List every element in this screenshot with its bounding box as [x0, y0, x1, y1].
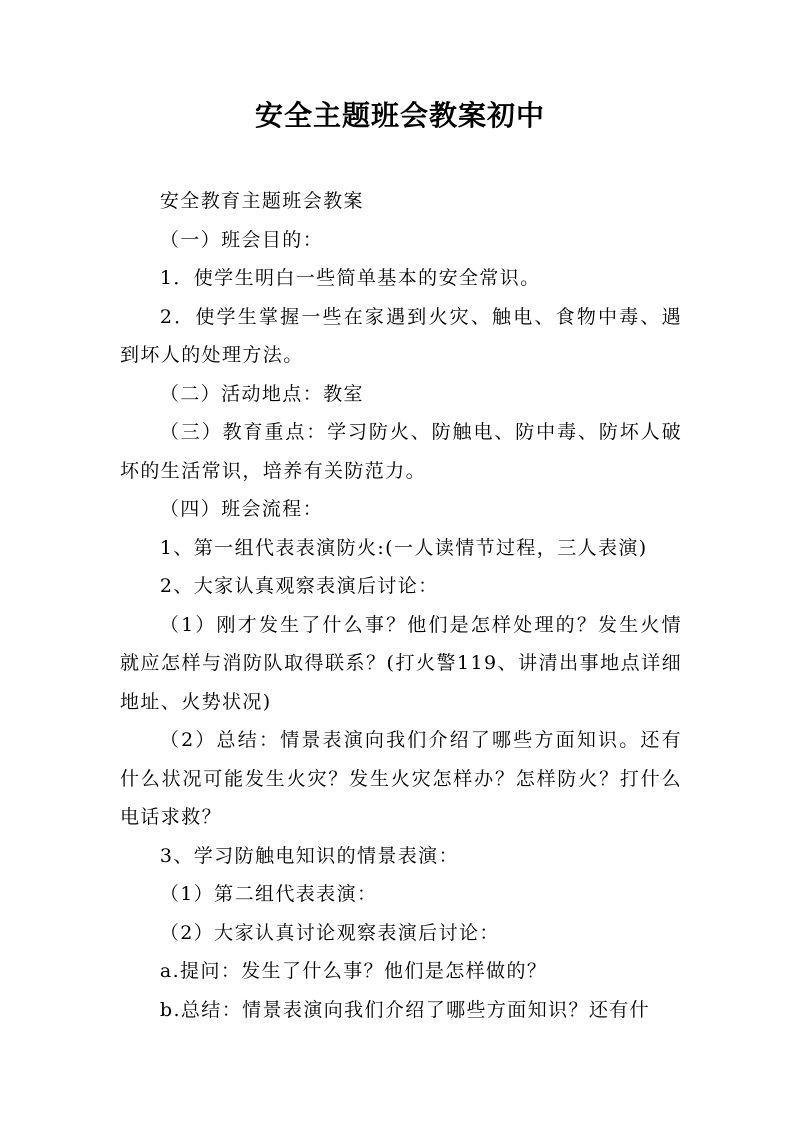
paragraph: 3、学习防触电知识的情景表演：: [159, 844, 459, 867]
paragraph: 1．使学生明白一些简单基本的安全常识。: [159, 267, 541, 289]
paragraph: （2）大家认真讨论观察表演后讨论：: [159, 921, 500, 944]
paragraph: b.总结：情景表演向我们介绍了哪些方面知识？还有什: [159, 998, 651, 1021]
paragraph: 1、第一组代表表演防火:(一人读情节过程，三人表演): [159, 536, 648, 559]
paragraph: 2．使学生掌握一些在家遇到火灾、触电、食物中毒、遇到坏人的处理方法。: [120, 305, 682, 366]
paragraph: 安全教育主题班会教案: [159, 190, 364, 212]
paragraph: （二）活动地点：教室: [159, 382, 364, 405]
paragraph: （1）第二组代表表演：: [159, 883, 378, 905]
paragraph: a.提问：发生了什么事？他们是怎样做的？: [159, 960, 548, 982]
paragraph: （四）班会流程：: [159, 498, 324, 520]
paragraph: （2）总结：情景表演向我们介绍了哪些方面知识。还有什么状况可能发生火灾？发生火灾怎样办？怎样防火？打什么电话求救？: [120, 729, 682, 828]
paragraph: （三）教育重点：学习防火、防触电、防中毒、防坏人破坏的生活常识，培养有关防范力。: [120, 421, 682, 482]
paragraph: （一）班会目的：: [159, 228, 324, 251]
paragraph: 2、大家认真观察表演后讨论：: [159, 575, 439, 597]
paragraph: （1）刚才发生了什么事？他们是怎样处理的？发生火情就应怎样与消防队取得联系？(打火警119、讲清出事地点详细地址、火势状况): [120, 613, 682, 713]
document-title: 安全主题班会教案初中: [254, 99, 545, 132]
document-body: [120, 182, 682, 1029]
